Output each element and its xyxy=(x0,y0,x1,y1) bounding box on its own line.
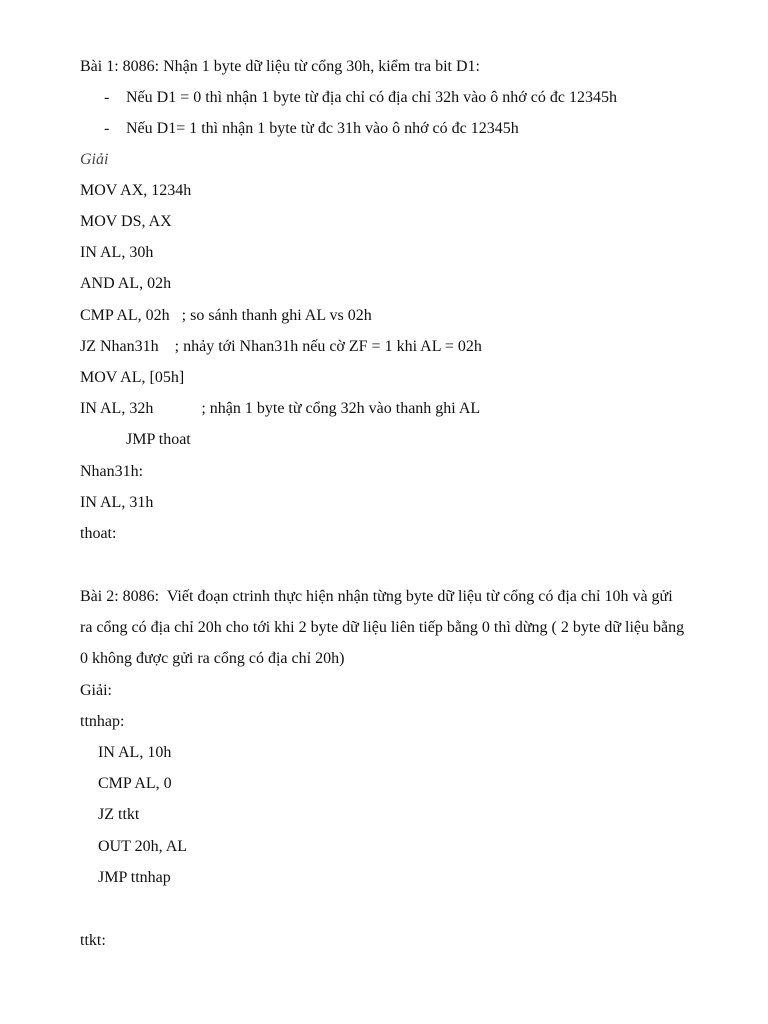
bai2-title-line: ra cổng có địa chỉ 20h cho tới khi 2 byte dữ liệu liên tiếp bằng 0 thì dừng ( 2 byte dữ liệu bằng xyxy=(80,619,685,636)
code-line: JMP thoat xyxy=(126,431,191,448)
code-label: thoat: xyxy=(80,525,117,542)
code-label: ttnhap: xyxy=(80,713,125,730)
code-line: JZ ttkt xyxy=(98,806,140,823)
bullet-marker: - xyxy=(104,89,110,106)
bai2-title-line: Bài 2: 8086: Viết đoạn ctrinh thực hiện nhận từng byte dữ liệu từ cổng có địa chỉ 10h và gửi xyxy=(80,588,673,605)
bai1-bullet-2: Nếu D1= 1 thì nhận 1 byte từ đc 31h vào ô nhớ có đc 12345h xyxy=(126,120,519,137)
code-line: IN AL, 10h xyxy=(98,744,172,761)
code-label: ttkt: xyxy=(80,932,106,949)
bai2-title-line: 0 không được gửi ra cổng có địa chỉ 20h) xyxy=(80,650,345,667)
bai1-bullet-1: Nếu D1 = 0 thì nhận 1 byte từ địa chỉ có địa chỉ 32h vào ô nhớ có đc 12345h xyxy=(126,89,617,106)
code-line: IN AL, 32h ; nhận 1 byte từ cổng 32h vào thanh ghi AL xyxy=(80,400,481,417)
code-line: AND AL, 02h xyxy=(80,275,172,292)
code-line: JMP ttnhap xyxy=(98,869,171,886)
code-line: MOV AX, 1234h xyxy=(80,182,192,199)
bai2-giai-label: Giải: xyxy=(80,682,112,699)
code-line: JZ Nhan31h ; nhảy tới Nhan31h nếu cờ ZF = 1 khi AL = 02h xyxy=(80,338,482,355)
code-line: IN AL, 30h xyxy=(80,244,154,261)
code-label: Nhan31h: xyxy=(80,463,144,480)
code-line: MOV AL, [05h] xyxy=(80,369,185,386)
bai1-title: Bài 1: 8086: Nhận 1 byte dữ liệu từ cổng 30h, kiểm tra bit D1: xyxy=(80,58,480,75)
code-line: CMP AL, 02h ; so sánh thanh ghi AL vs 02h xyxy=(80,307,372,324)
code-line: CMP AL, 0 xyxy=(98,775,172,792)
bullet-marker: - xyxy=(104,120,110,137)
code-line: OUT 20h, AL xyxy=(98,838,188,855)
code-line: MOV DS, AX xyxy=(80,213,172,230)
bai1-giai-label: Giải xyxy=(80,151,109,168)
code-line: IN AL, 31h xyxy=(80,494,154,511)
